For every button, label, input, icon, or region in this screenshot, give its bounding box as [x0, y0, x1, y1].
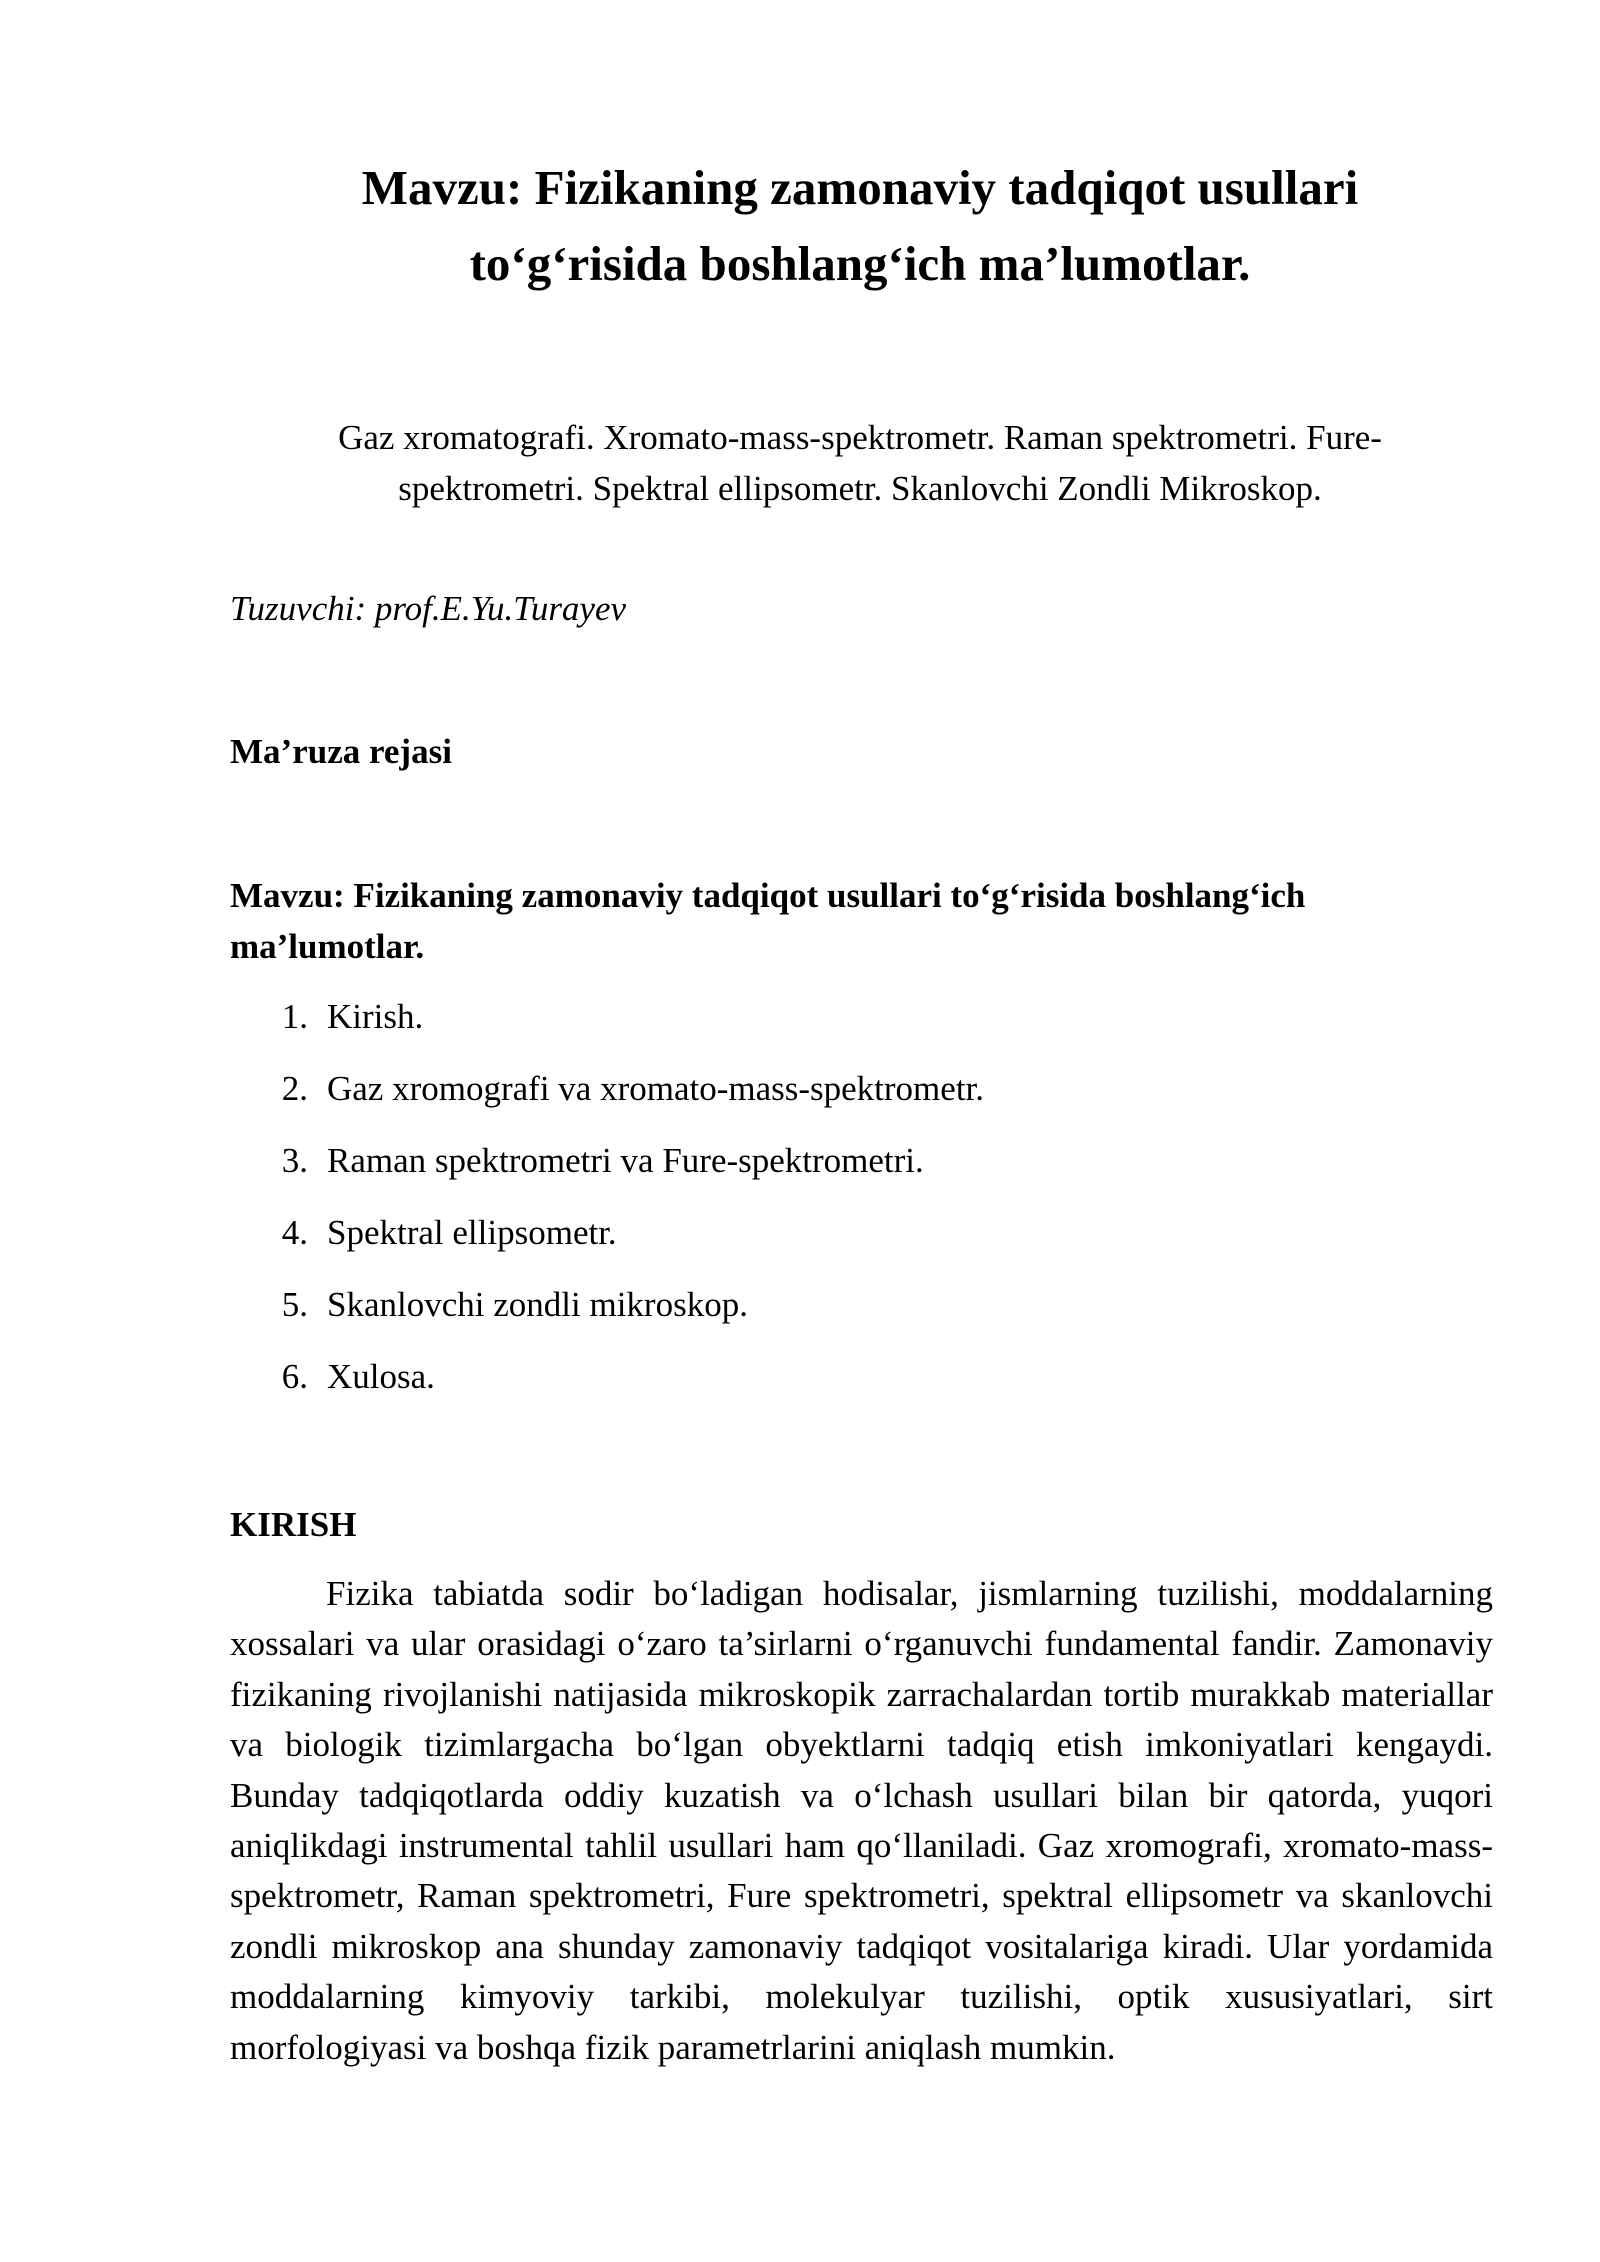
document-title [230, 150, 1490, 302]
topics-subtitle: Gaz xromatografi. Xromato-mass-spektrometr. Raman spektrometri. Fure-spektrometri. Spektral ellipsometr. Skanlovchi Zondli Mikroskop. [338, 418, 1382, 508]
plan-item-text: Xulosa. [327, 1357, 435, 1396]
intro-paragraph: Fizika tabiatda sodir bo‘ladigan hodisalar, jismlarning tuzilishi, moddalarning xossalari va ular orasidagi o‘zaro ta’sirlarni o‘rganuvchi fundamental fandir. Zamonaviy fizikaning rivojlanishi natijasida mikroskopik zarrachalardan tortib murakkab materiallar va biologik tizimlargacha bo‘lgan obyektlarni tadqiq etish imkoniyatlari kengaydi. Bunday tadqiqotlarda oddiy kuzatish va o‘lchash usullari bilan bir qatorda, yuqori aniqlikdagi instrumental tahlil usullari ham qo‘llaniladi. Gaz xromografi, xromato-mass-spektrometr, Raman spektrometri, Fure spektrometri, spektral ellipsometr va skanlovchi zondli mikroskop ana shunday zamonaviy tadqiqot vositalariga kiradi. Ular yordamida moddalarning kimyoviy tarkibi, molekulyar tuzilishi, optik xususiyatlari, sirt morfologiyasi va boshqa fizik parametrlarini aniqlash mumkin. [230, 1574, 1493, 2067]
plan-item-text: Gaz xromografi va xromato-mass-spektrometr. [327, 1069, 985, 1108]
plan-list-item [230, 1136, 984, 1208]
plan-list-item [230, 1208, 984, 1280]
plan-item-number: 1. [281, 997, 308, 1036]
plan-list-item [230, 1352, 984, 1424]
plan-item-text: Raman spektrometri va Fure-spektrometri. [327, 1141, 924, 1180]
plan-list-item [230, 1064, 984, 1136]
plan-list-item [230, 1280, 984, 1352]
plan-heading: Ma’ruza rejasi [230, 732, 452, 771]
plan-item-number: 2. [281, 1069, 308, 1108]
plan-list-item [230, 992, 984, 1064]
section-heading-kirish: KIRISH [230, 1505, 357, 1544]
plan-item-number: 4. [281, 1213, 308, 1252]
plan-item-text: Spektral ellipsometr. [327, 1213, 617, 1252]
plan-item-text: Kirish. [327, 997, 424, 1036]
plan-item-number: 5. [281, 1285, 308, 1324]
topic-heading: Mavzu: Fizikaning zamonaviy tadqiqot usullari to‘g‘risida boshlang‘ich ma’lumotlar. [230, 876, 1306, 966]
plan-item-text: Skanlovchi zondli mikroskop. [327, 1285, 748, 1324]
plan-item-number: 3. [281, 1141, 308, 1180]
title-line-1: Mavzu: Fizikaning zamonaviy tadqiqot usullari [361, 160, 1359, 215]
plan-list [230, 992, 984, 1424]
plan-item-number: 6. [281, 1357, 308, 1396]
author-line: Tuzuvchi: prof.E.Yu.Turayev [230, 589, 627, 628]
title-line-2: to‘g‘risida boshlang‘ich ma’lumotlar. [469, 236, 1251, 291]
